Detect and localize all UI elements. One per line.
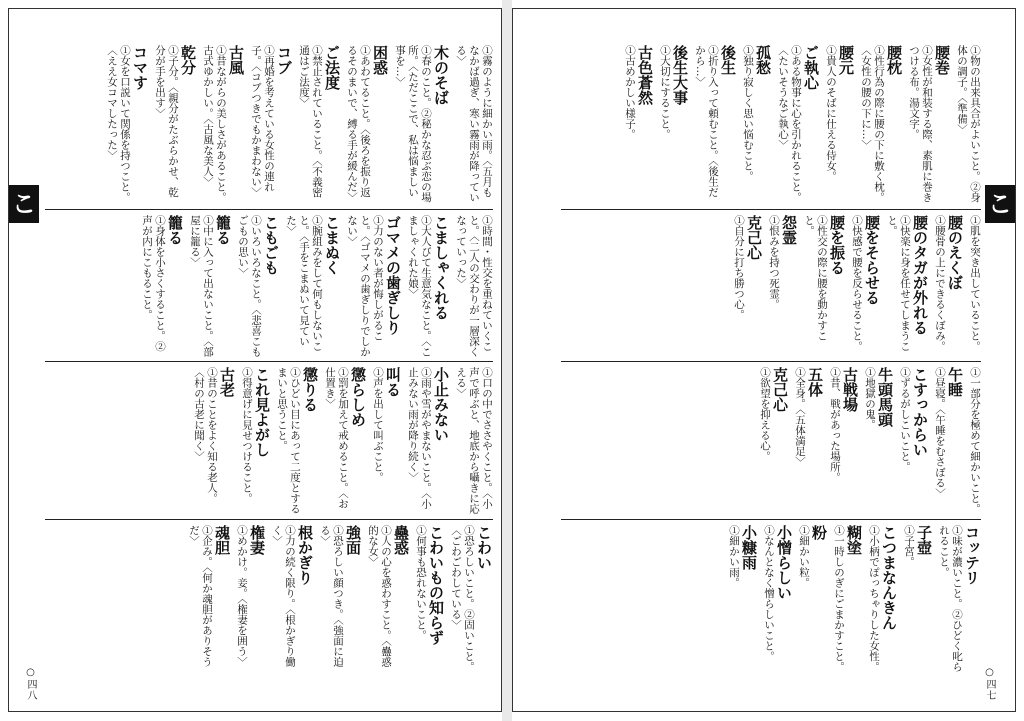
entry-definition: ①雨や雪がやまないこと。〈小止みない雨が降り続く〉	[407, 367, 432, 509]
dictionary-entry	[658, 45, 689, 205]
entry-headword: 午睡	[946, 367, 964, 397]
dictionary-entry	[863, 367, 894, 515]
dictionary-entry	[797, 525, 828, 675]
entry-headword: 懲らしめ	[349, 367, 367, 427]
entry-definition: ①地獄の鬼。	[864, 367, 876, 430]
dictionary-entry	[187, 525, 231, 675]
left-page-number: ○四八	[25, 667, 36, 701]
entry-headword: こわいもの知らず	[427, 525, 445, 645]
dictionary-entry	[406, 367, 450, 515]
dictionary-entry	[828, 367, 859, 515]
entry-definition: ①独り寂しく思い悩むこと。	[742, 45, 754, 182]
dictionary-entry	[393, 45, 450, 205]
entry-definition: ①物の出来具合がよいこと。②身体の調子。〈準備〉	[956, 45, 981, 203]
entry-definition: ①恨みを持つ死霊。	[768, 215, 780, 310]
entry-headword: 籠る	[214, 215, 232, 245]
dictionary-entry	[758, 367, 789, 515]
dictionary-entry	[275, 367, 319, 515]
dictionary-entry	[767, 215, 798, 357]
entry-definition: ①快感で腰を反らせること。	[851, 215, 863, 352]
dictionary-entry	[776, 45, 820, 205]
entry-headword: 古色蒼然	[636, 45, 654, 105]
dictionary-entry	[898, 367, 929, 515]
entry-headword: 糊塗	[845, 525, 863, 555]
dictionary-entry	[885, 215, 929, 357]
left-tier-rule	[45, 209, 493, 210]
dictionary-entry	[318, 525, 362, 675]
entry-definition: ①いろいろなこと。〈悲喜こもごもの思い〉	[237, 215, 262, 357]
right-page	[512, 8, 1016, 712]
entry-definition: ①めかけ。妾。〈権妻を囲う〉	[236, 525, 248, 667]
dictionary-entry	[236, 215, 280, 357]
dictionary-entry	[366, 525, 410, 675]
entry-definition: ①貴人のそばに仕える侍女。	[825, 45, 837, 182]
dictionary-entry	[850, 215, 881, 357]
entry-definition: ①恐ろしい顔つき。〈強面に迫る〉	[319, 525, 344, 667]
entry-definition: ①口の中でささやくこと。〈小声で呼ぶと、地底から囁きに応える〉	[455, 367, 493, 514]
dictionary-entry	[235, 525, 266, 675]
entry-headword: 子壺	[915, 525, 933, 555]
dictionary-entry	[727, 525, 758, 675]
entry-headword: 懲りる	[301, 367, 319, 412]
entry-definition: ①一部分を極めて細かいこと。	[969, 367, 981, 514]
left-tier-2	[45, 215, 493, 357]
entry-headword: 蠱惑	[392, 525, 410, 555]
dictionary-entry	[902, 525, 933, 675]
entry-definition: ①性交の際に腰を動かすこと。	[803, 215, 828, 341]
dictionary-entry	[240, 367, 271, 515]
dictionary-entry	[371, 367, 402, 515]
dictionary-entry	[201, 45, 245, 205]
dictionary-entry	[270, 525, 314, 675]
entry-headword: 小憎らしい	[775, 525, 793, 600]
entry-definition: ①身体を小さくすること。②声が内にこもること。	[141, 215, 166, 352]
entry-headword: こつまなんきん	[880, 525, 898, 630]
entry-headword: 後生	[719, 45, 737, 75]
entry-definition: ①大切にすること。	[659, 45, 671, 140]
left-tier-4	[45, 525, 493, 675]
entry-headword: 古風	[227, 45, 245, 75]
entry-headword: これ見よがし	[253, 367, 271, 457]
entry-definition: ①力のない者が悔しがること。〈ゴマメの歯ぎしりでしかない〉	[346, 215, 384, 357]
entry-definition: ①力の続く限り。〈根かぎり働く〉	[271, 525, 296, 667]
entry-headword: 乾分	[179, 45, 197, 75]
entry-definition: ①あわてること。〈後ろを振り返るそのまいで、縛る手が緩んだ〉	[346, 45, 371, 203]
entry-definition: ①昔のことをよく知る老人。〈村の古老に聞く〉	[193, 367, 218, 504]
entry-headword: 孤愁	[754, 45, 772, 75]
right-page-number: ○四七	[984, 667, 995, 701]
dictionary-entry	[937, 525, 981, 675]
entry-headword: 小止みない	[432, 367, 450, 442]
entry-headword: 小糠雨	[740, 525, 758, 570]
entry-definition: ①ひどい目にあって二度とするまいと思うこと。	[276, 367, 301, 514]
entry-definition: ①性行為の際に腰の下に敷く枕。〈女性の腰の下に…〉	[860, 45, 885, 203]
right-tier-rule	[561, 519, 981, 520]
entry-definition: ①古めかしい様子。	[624, 45, 636, 140]
dictionary-entry	[802, 215, 846, 357]
right-tier-3	[561, 367, 981, 515]
left-tier-3	[45, 367, 493, 515]
right-thumb-index: こ	[985, 185, 1015, 223]
dictionary-entry	[284, 215, 341, 357]
right-tier-1	[561, 45, 981, 205]
right-tier-4	[561, 525, 981, 675]
entry-definition: ①企み。〈何か魂胆がありそうだ〉	[188, 525, 213, 667]
entry-definition: ①人の心を惑わすこと。〈蠱惑的な女〉	[367, 525, 392, 667]
dictionary-entry	[793, 367, 824, 515]
dictionary-entry	[140, 215, 184, 357]
dictionary-entry	[933, 367, 964, 515]
dictionary-entry	[454, 367, 493, 515]
dictionary-entry	[968, 215, 981, 357]
dictionary-entry	[449, 525, 493, 675]
entry-definition: ①昔、戦があった場所。	[829, 367, 841, 483]
right-tier-rule	[561, 361, 981, 362]
dictionary-entry	[153, 45, 197, 205]
dictionary-entry	[406, 215, 450, 357]
entry-headword: 叫る	[384, 367, 402, 397]
entry-definition: ①罰を加えて戒めること。〈お仕置き〉	[324, 367, 349, 509]
entry-definition: ①ある物事に心を引かれること。〈たいそうなご執心〉	[777, 45, 802, 203]
entry-definition: ①再婚を考えている女性の連れ子。〈コブつきでもかまわない〉	[250, 45, 275, 198]
entry-definition: ①肌を突き出していること。	[969, 215, 981, 352]
entry-definition: ①ずるがしこいこと。	[899, 367, 911, 472]
entry-definition: ①大人びて生意気なこと。〈こましゃくれた娘〉	[407, 215, 432, 357]
dictionary-entry	[907, 45, 951, 205]
entry-headword: 牛頭馬頭	[876, 367, 894, 427]
entry-definition: ①女性が和装する際、素肌に巻きつける布。湯文字。	[908, 45, 933, 203]
entry-headword: 魂胆	[213, 525, 231, 555]
entry-definition: ①欲望を抑える心。	[759, 367, 771, 462]
entry-definition: ①一時しのぎにごまかすこと。	[833, 525, 845, 672]
entry-headword: こもごも	[262, 215, 280, 275]
entry-headword: 後生大事	[671, 45, 689, 105]
left-thumb-index: こ	[9, 185, 39, 223]
entry-definition: ①折り入って頼むこと。〈後生だから…〉	[694, 45, 719, 198]
entry-definition: ①小柄でぽっちゃりした女性。	[868, 525, 880, 672]
dictionary-entry	[188, 215, 232, 357]
entry-headword: 籠る	[166, 215, 184, 245]
dictionary-entry	[762, 525, 793, 675]
entry-headword: 腰を振る	[828, 215, 846, 275]
entry-headword: ゴマメの歯ぎしり	[384, 215, 402, 335]
entry-headword: 根かぎり	[296, 525, 314, 585]
entry-headword: 粉	[810, 525, 828, 540]
dictionary-entry	[623, 45, 654, 205]
left-tier-rule	[45, 361, 493, 362]
dictionary-entry	[454, 45, 493, 205]
entry-definition: ①中に入って出ないこと。〈部屋に籠る〉	[189, 215, 214, 357]
entry-headword: 腰巻	[933, 45, 951, 75]
dictionary-entry	[693, 45, 737, 205]
left-page	[8, 8, 502, 712]
entry-headword: 古老	[218, 367, 236, 397]
dictionary-entry	[824, 45, 855, 205]
entry-definition: ①子分。〈親分がたぶらかせ、乾分が手を出す〉	[154, 45, 179, 198]
entry-definition: ①声を出して叫ぶこと。	[372, 367, 384, 483]
entry-definition: ①全身。〈五体満足〉	[794, 367, 806, 467]
entry-definition: ①霧のように細かい雨。〈五月もなかば過ぎ、寒い霧雨が降っている〉	[455, 45, 493, 203]
entry-definition: ①昔ながらの美しさがあること。古式ゆかしい。〈古風な美人〉	[202, 45, 227, 203]
left-tier-rule	[45, 519, 493, 520]
entry-headword: ご法度	[323, 45, 341, 90]
entry-headword: 木のそば	[432, 45, 450, 105]
entry-definition: ①女を口説いて関係を持つこと。〈ええ女コマしたった〉	[106, 45, 131, 203]
dictionary-entry	[741, 45, 772, 205]
entry-definition: ①春のこと。②秘かな忍ぶ恋の場所。〈ただここで、私は悩ましい事を…〉	[394, 45, 432, 203]
entry-headword: こましゃくれる	[432, 215, 450, 320]
entry-definition: ①自分に打ち勝つ心。	[733, 215, 745, 320]
dictionary-entry	[867, 525, 898, 675]
entry-headword: 古戦場	[841, 367, 859, 412]
entry-definition: ①時間・性交を重ねていくこと。〈二人の交わりが一層深くなっていった〉	[455, 215, 493, 357]
dictionary-entry	[105, 45, 149, 205]
entry-definition: ①快楽に身を任せてしまうこと。	[886, 215, 911, 352]
right-tier-rule	[561, 209, 981, 210]
entry-definition: ①昼寝。〈午睡をむさぼる〉	[934, 367, 946, 499]
entry-headword: 腰のえくぼ	[946, 215, 964, 290]
dictionary-entry	[968, 367, 981, 515]
dictionary-entry	[955, 45, 981, 205]
entry-headword: 五体	[806, 367, 824, 397]
dictionary-entry	[859, 45, 903, 205]
entry-headword: 困惑	[371, 45, 389, 75]
entry-headword: 克己心	[771, 367, 789, 412]
entry-headword: 強面	[344, 525, 362, 555]
entry-definition: ①なんとなく憎らしいこと。	[763, 525, 775, 662]
entry-definition: ①味が濃いこと。②ひどく叱られること。	[938, 525, 963, 672]
dictionary-entry	[297, 45, 341, 205]
entry-definition: ①何事も恐れないこと。	[415, 525, 427, 641]
dictionary-entry	[345, 45, 389, 205]
entry-headword: こすっからい	[911, 367, 929, 457]
entry-headword: こまぬく	[323, 215, 341, 275]
right-tier-2	[561, 215, 981, 357]
entry-headword: 腰元	[837, 45, 855, 75]
entry-definition: ①細かい雨。	[728, 525, 740, 588]
dictionary-entry	[323, 367, 367, 515]
entry-definition: ①得意げに見せつけること。	[241, 367, 253, 504]
entry-headword: 克己心	[745, 215, 763, 260]
dictionary-entry	[414, 525, 445, 675]
dictionary-entry	[192, 367, 236, 515]
entry-headword: コマす	[131, 45, 149, 90]
dictionary-entry	[249, 45, 293, 205]
entry-headword: 怨霊	[780, 215, 798, 245]
entry-definition: ①細かい粒。	[798, 525, 810, 588]
dictionary-entry	[832, 525, 863, 675]
entry-definition: ①腕組みをして何もしないこと。〈手をこまぬいて見ていた〉	[285, 215, 323, 352]
entry-headword: コッテリ	[963, 525, 981, 585]
entry-headword: コブ	[275, 45, 293, 75]
entry-definition: ①子宮。	[903, 525, 915, 567]
entry-headword: 権妻	[248, 525, 266, 555]
dictionary-entry	[345, 215, 402, 357]
page-gutter	[502, 0, 512, 721]
entry-headword: 腰をそらせる	[863, 215, 881, 305]
entry-headword: 腰のタガが外れる	[911, 215, 929, 335]
entry-definition: ①恐ろしいこと。②固いこと。〈ごわごわしている〉	[450, 525, 475, 672]
left-tier-1	[45, 45, 493, 205]
entry-definition: ①禁止されていること。〈不義密通はご法度〉	[298, 45, 323, 198]
dictionary-entry	[732, 215, 763, 357]
entry-headword: 腰枕	[885, 45, 903, 75]
entry-definition: ①腰骨の上にできるくぼみ。	[934, 215, 946, 352]
dictionary-entry	[933, 215, 964, 357]
entry-headword: こわい	[475, 525, 493, 570]
entry-headword: ご執心	[802, 45, 820, 90]
dictionary-entry	[454, 215, 493, 357]
